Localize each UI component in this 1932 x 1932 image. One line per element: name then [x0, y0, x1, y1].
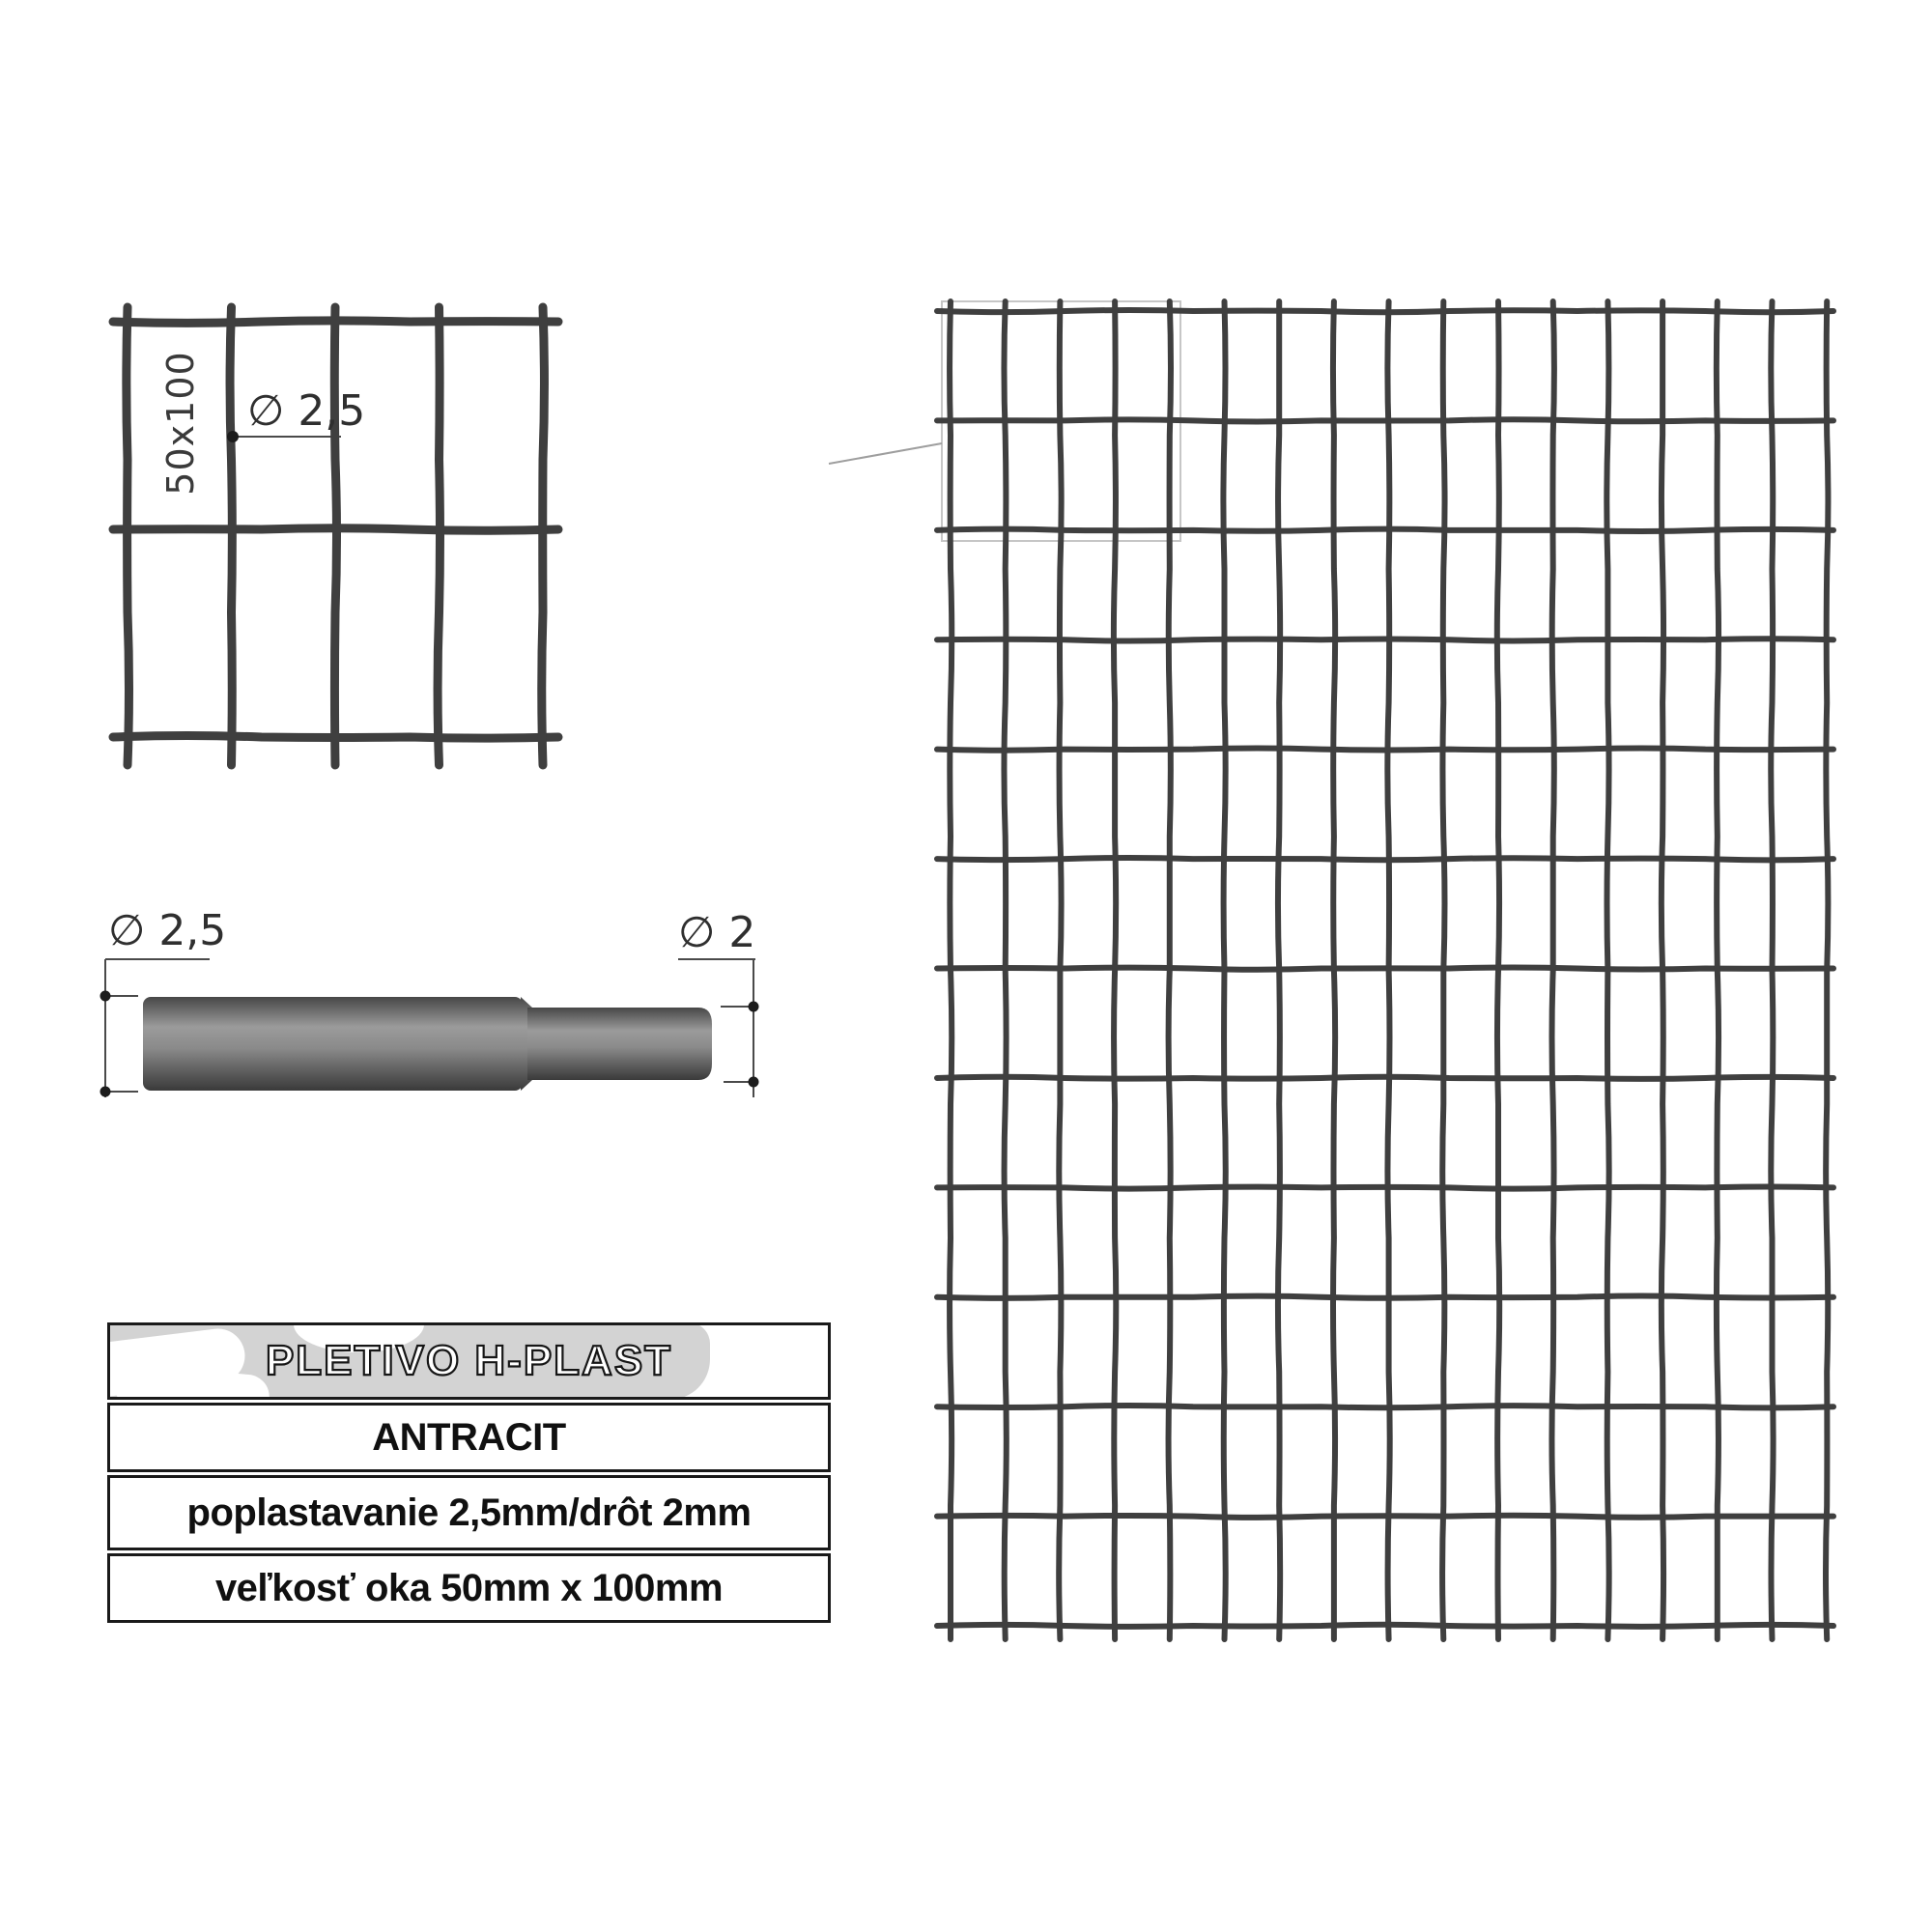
- spec-row-color: [107, 1403, 831, 1472]
- dimension-dot: [749, 1002, 759, 1012]
- spec-row-mesh-size: [107, 1553, 831, 1623]
- spec-row-coating: [107, 1475, 831, 1550]
- dimension-dot: [227, 431, 239, 442]
- dimension-dot: [749, 1077, 759, 1088]
- core-wire-cylinder: [527, 1008, 712, 1080]
- wire-diameter-label-detail: ∅ 2,5: [247, 386, 366, 436]
- coating-diameter-label: ∅ 2,5: [108, 906, 227, 955]
- dimension-dot: [100, 1087, 111, 1097]
- dimension-dot: [100, 991, 111, 1002]
- coating-value: poplastavanie 2,5mm/drôt 2mm: [186, 1491, 752, 1534]
- spec-table-header: [107, 1322, 831, 1400]
- mesh-panel-drawing: [816, 280, 1850, 1647]
- mesh-wires: [937, 301, 1833, 1639]
- coated-wire-cylinder: [143, 997, 523, 1091]
- leader-line: [829, 443, 942, 464]
- color-value: ANTRACIT: [372, 1415, 566, 1459]
- product-title: PLETIVO H-PLAST: [265, 1337, 673, 1384]
- mesh-size-label: 50x100: [159, 351, 202, 496]
- mesh-size-value: veľkosť oka 50mm x 100mm: [214, 1566, 724, 1609]
- core-diameter-label: ∅ 2: [678, 908, 756, 957]
- spec-table: [107, 1322, 831, 1623]
